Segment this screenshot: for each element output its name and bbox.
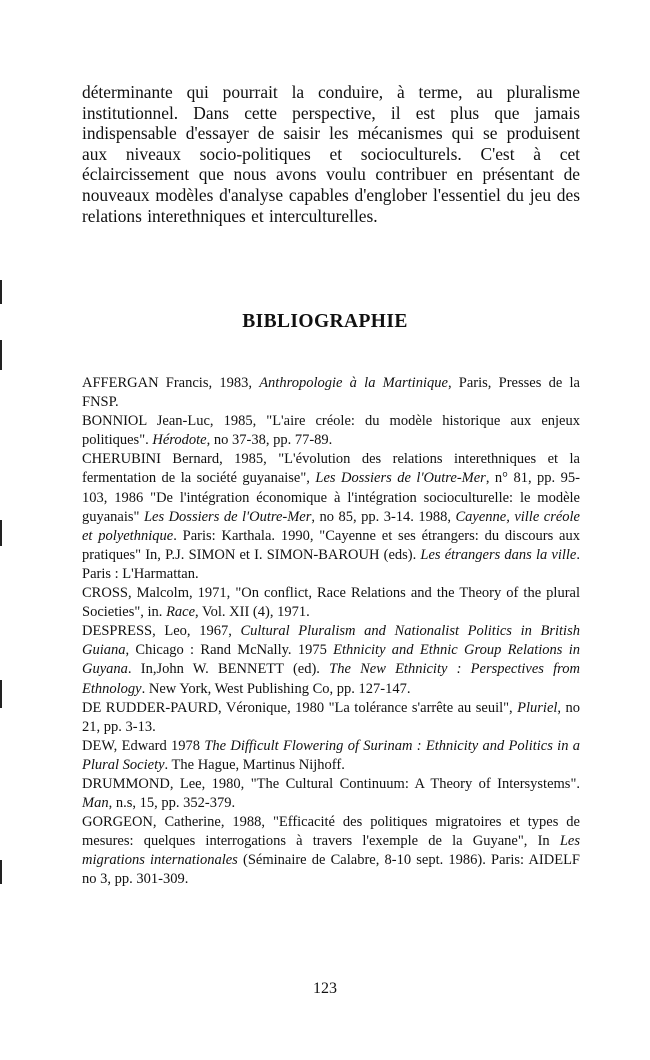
entry-text: , no 37-38, pp. 77-89. <box>206 432 333 449</box>
entry-text: (Séminaire de Calabre, 8-10 sept. 1986). Paris: AIDELF no 3, pp. 301-309. <box>82 852 580 888</box>
bibliography-entry <box>82 737 580 775</box>
bibliography-entry <box>82 374 580 412</box>
entry-text: , n.s, 15, pp. 352-379. <box>108 795 236 812</box>
entry-title-italic: The New Ethnicity : Perspectives from Ethnology <box>82 661 580 697</box>
entry-title-italic: Hérodote <box>152 432 207 449</box>
scan-edge-mark <box>0 340 2 370</box>
scan-edge-mark <box>0 680 2 708</box>
entry-text: . Paris : L'Harmattan. <box>82 546 580 582</box>
entry-title-italic: Les Dossiers de l'Outre-Mer <box>315 470 486 487</box>
entry-text: , n° 81, pp. 95-103, 1986 "De l'intégration économique à l'intégration socioculturelle: le modèle guyanais" <box>82 470 580 525</box>
entry-title-italic: Les étrangers dans la ville <box>420 546 577 563</box>
entry-text: DEW, Edward 1978 <box>82 737 205 754</box>
entry-title-italic: Ethnicity and Ethnic Group Relations in Guyana <box>82 642 581 678</box>
entry-text: . The Hague, Martinus Nijhoff. <box>164 756 345 773</box>
entry-title-italic: Les Dossiers de l'Outre-Mer <box>143 508 312 525</box>
entry-text: AFFERGAN Francis, 1983, <box>82 375 260 391</box>
bibliography-entry <box>82 813 580 889</box>
bibliography-entry <box>82 699 580 737</box>
bibliography-entry <box>82 584 580 622</box>
bibliography-list <box>82 374 580 890</box>
entry-title-italic: Cayenne, ville créole et polyethnique <box>82 508 580 544</box>
scan-edge-mark <box>0 520 2 546</box>
entry-text: CROSS, Malcolm, 1971, "On conflict, Race Relations and the Theory of the plural Societies", in. <box>82 585 580 621</box>
intro-paragraph: déterminante qui pourrait la conduire, à terme, au pluralisme institutionnel. Dans cette perspective, il est plus que jamais indispensable d'essayer de saisir les mécanismes qui se produisent aux niveaux socio-politiques et socioculturels. C'est à cet éclaircissement que nous avons voulu contribuer en présentant de nouveaux modèles d'analyse capables d'englober l'essentiel du jeu des relations interethniques et interculturelles. <box>82 82 580 226</box>
entry-text: . New York, West Publishing Co, pp. 127-147. <box>141 680 411 697</box>
entry-text: , Chicago : Rand McNally. 1975 <box>125 642 334 659</box>
entry-text: . In,John W. BENNETT (ed). <box>127 661 330 678</box>
entry-text: . Paris: Karthala. 1990, "Cayenne et ses étrangers: du discours aux pratiques" In, P.J. SIMON et I. SIMON-BAROUH (eds). <box>82 527 580 563</box>
entry-text: DE RUDDER-PAURD, Véronique, 1980 "La tolérance s'arrête au seuil", <box>82 699 518 716</box>
entry-title-italic: Race <box>166 604 196 621</box>
entry-text: , no 21, pp. 3-13. <box>82 699 581 735</box>
scan-edge-mark <box>0 860 2 884</box>
entry-text: , Vol. XII (4), 1971. <box>195 604 310 621</box>
bibliography-entry <box>82 450 580 584</box>
entry-text: DESPRESS, Leo, 1967, <box>82 623 241 640</box>
entry-title-italic: Pluriel <box>517 699 558 716</box>
bibliography-entry <box>82 622 580 698</box>
entry-title-italic: Cultural Pluralism and Nationalist Politics in British Guiana <box>82 623 580 659</box>
entry-text: GORGEON, Catherine, 1988, "Efficacité des politiques migratoires et types de mesures: quelques interrogations à travers l'exemple de la Guyane", In <box>82 814 580 850</box>
entry-text: DRUMMOND, Lee, 1980, "The Cultural Continuum: A Theory of Intersystems". <box>82 775 580 792</box>
entry-text: BONNIOL Jean-Luc, 1985, "L'aire créole: du modèle historique aux enjeux politiques". <box>82 413 580 449</box>
entry-title-italic: Anthropologie à la Martinique <box>259 375 448 391</box>
scan-edge-mark <box>0 280 2 304</box>
entry-text: CHERUBINI Bernard, 1985, "L'évolution des relations interethniques et la fermentation de la société guyanaise", <box>82 451 580 487</box>
bibliography-heading: BIBLIOGRAPHIE <box>242 311 408 332</box>
entry-text: , no 85, pp. 3-14. 1988, <box>311 508 456 525</box>
entry-title-italic: Man <box>82 795 109 812</box>
page-number: 123 <box>313 980 337 997</box>
bibliography-entry <box>82 412 580 450</box>
entry-title-italic: Les migrations internationales <box>82 833 580 869</box>
entry-text: , Paris, Presses de la FNSP. <box>82 375 580 411</box>
bibliography-entry <box>82 775 580 813</box>
entry-title-italic: The Difficult Flowering of Surinam : Ethnicity and Politics in a Plural Society <box>82 737 580 773</box>
